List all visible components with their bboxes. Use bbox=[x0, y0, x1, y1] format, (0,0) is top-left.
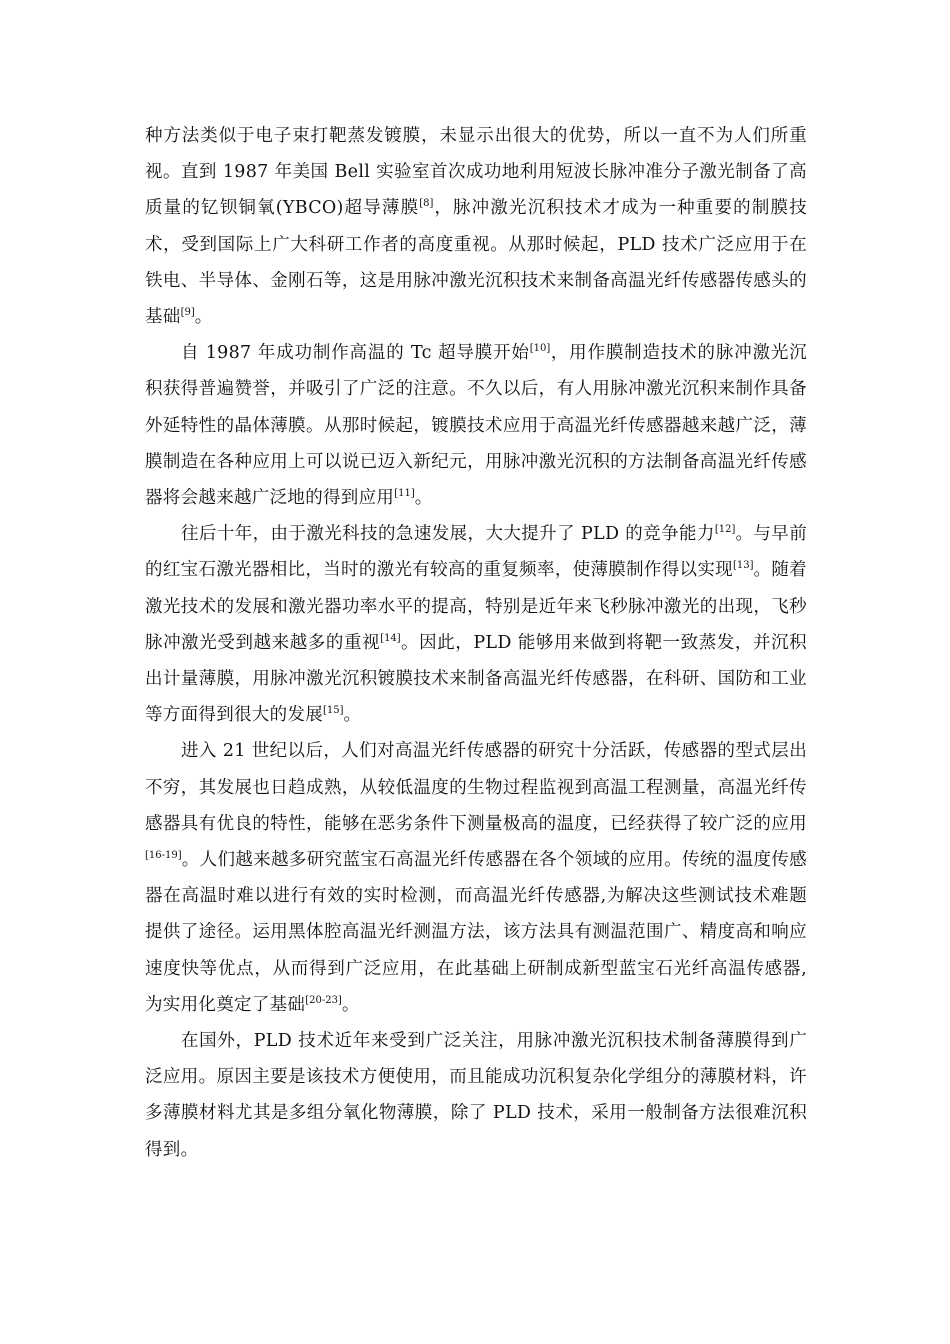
paragraph-text: 。 bbox=[414, 488, 433, 509]
citation-ref: [15] bbox=[323, 705, 344, 717]
paragraph-text: 。 bbox=[341, 994, 360, 1015]
paragraph-text: 。 bbox=[194, 307, 213, 328]
document-page bbox=[145, 118, 807, 1168]
citation-ref: [11] bbox=[394, 488, 415, 500]
paragraph-text: 自 1987 年成功制作高温的 Tc 超导膜开始 bbox=[181, 343, 530, 364]
paragraph-text: 。 bbox=[343, 705, 362, 726]
paragraph-text: ，脉冲激光沉积技术才成为一种重要的制膜技术，受到国际上广大科研工作者的高度重视。从那时候起，PLD 技术广泛应用于在铁电、半导体、金刚石等，这是用脉冲激光沉积技术来制备高温光纤传感器传感头的基础 bbox=[145, 198, 807, 328]
paragraph-4 bbox=[145, 733, 807, 1023]
paragraph-text: 往后十年，由于激光科技的急速发展，大大提升了 PLD 的竞争能力 bbox=[181, 524, 715, 545]
paragraph-text: 。随着激光技术的发展和激光器功率水平的提高，特别是近年来飞秒脉冲激光的出现，飞秒脉冲激光受到越来越多的重视 bbox=[145, 560, 807, 653]
citation-ref: [12] bbox=[714, 524, 736, 536]
paragraph-text: 。人们越来越多研究蓝宝石高温光纤传感器在各个领域的应用。传统的温度传感器在高温时难以进行有效的实时检测，而高温光纤传感器,为解决这些测试技术难题提供了途径。运用黑体腔高温光纤测温方法，该方法具有测温范围广、精度高和响应速度快等优点，从而得到广泛应用，在此基础上研制成新型蓝宝石光纤高温传感器,为实用化奠定了基础 bbox=[145, 850, 807, 1015]
paragraph-5 bbox=[145, 1023, 807, 1168]
citation-ref: [20-23] bbox=[305, 995, 342, 1007]
paragraph-3 bbox=[145, 516, 807, 733]
paragraph-text: ，用作膜制造技术的脉冲激光沉积获得普遍赞誉，并吸引了广泛的注意。不久以后，有人用脉冲激光沉积来制作具备外延特性的晶体薄膜。从那时候起，镀膜技术应用于高温光纤传感器越来越广泛，薄膜制造在各种应用上可以说已迈入新纪元，用脉冲激光沉积的方法制备高温光纤传感器将会越来越广泛地的得到应用 bbox=[145, 343, 808, 509]
paragraph-text: 。与早前的红宝石激光器相比，当时的激光有较高的重复频率，使薄膜制作得以实现 bbox=[145, 524, 807, 581]
citation-ref: [10] bbox=[529, 343, 551, 355]
paragraph-text: 进入 21 世纪以后，人们对高温光纤传感器的研究十分活跃，传感器的型式层出不穷，其发展也日趋成熟，从较低温度的生物过程监视到高温工程测量，高温光纤传感器具有优良的特性，能够在恶劣条件下测量极高的温度，已经获得了较广泛的应用 bbox=[145, 741, 807, 834]
citation-ref: [16-19] bbox=[145, 850, 182, 862]
citation-ref: [14] bbox=[380, 633, 401, 645]
citation-ref: [9] bbox=[180, 307, 195, 319]
paragraph-2 bbox=[145, 335, 807, 516]
paragraph-text: 在国外，PLD 技术近年来受到广泛关注，用脉冲激光沉积技术制备薄膜得到广泛应用。原因主要是该技术方便使用，而且能成功沉积复杂化学组分的薄膜材料，许多薄膜材料尤其是多组分氧化物薄膜，除了 PLD 技术，采用一般制备方法很难沉积得到。 bbox=[145, 1031, 807, 1160]
citation-ref: [8] bbox=[419, 198, 434, 210]
paragraph-text: 。因此，PLD 能够用来做到将靶一致蒸发，并沉积出计量薄膜，用脉冲激光沉积镀膜技术来制备高温光纤传感器，在科研、国防和工业等方面得到很大的发展 bbox=[145, 632, 807, 726]
citation-ref: [13] bbox=[733, 560, 754, 572]
paragraph-1 bbox=[145, 118, 807, 335]
paragraph-text: 种方法类似于电子束打靶蒸发镀膜，未显示出很大的优势，所以一直不为人们所重视。直到 1987 年美国 Bell 实验室首次成功地利用短波长脉冲准分子激光制备了高质量的钇钡铜氧(YBCO)超导薄膜 bbox=[145, 126, 807, 219]
